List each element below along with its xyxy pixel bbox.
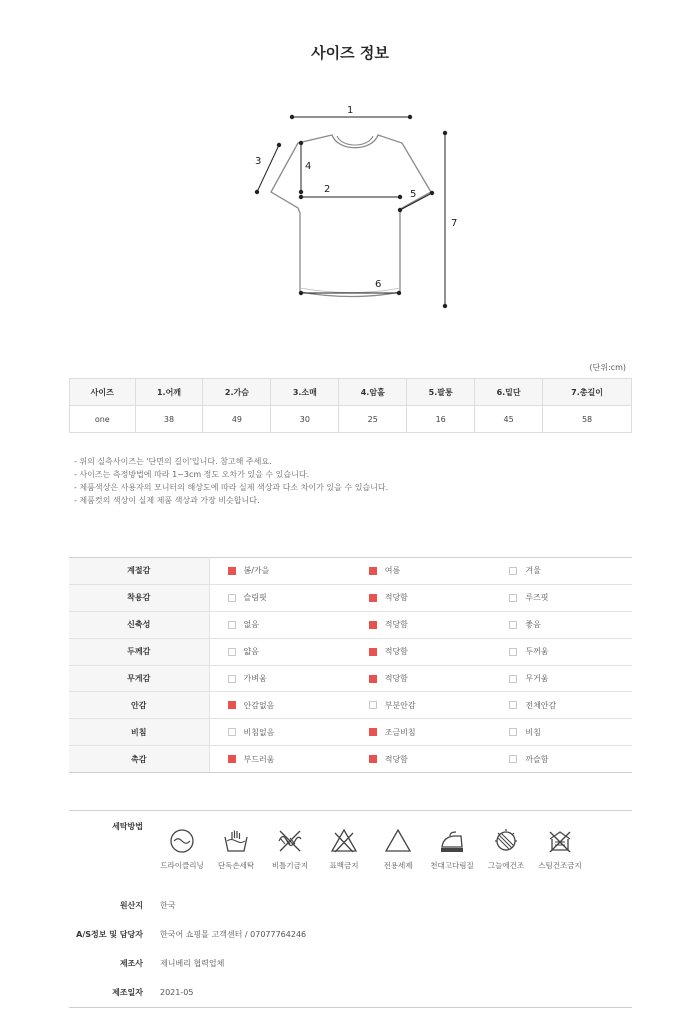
unchecked-box-icon [509,728,517,736]
hand-wash-icon [222,827,250,855]
feel-option [491,746,632,773]
feel-option-label: 여름 [384,566,401,576]
unchecked-box-icon [509,648,517,656]
wash-icon-label: 천대고다림질 [430,861,474,870]
dim-label-4: 4 [305,161,312,172]
wash-icon-item [263,821,317,891]
feel-option-label: 겨울 [525,566,541,576]
wash-icon-item [533,821,587,891]
info-row-date [69,978,632,1007]
feel-option-label: 전체안감 [525,700,557,710]
dry-cleaning-icon [168,827,196,855]
table-row [69,665,632,692]
size-cell: 30 [271,406,339,433]
no-tumble-dry-icon [546,827,574,855]
dim-label-3: 3 [255,156,262,167]
dim-label-5: 5 [410,189,417,200]
feel-option-label: 부분안감 [384,700,416,710]
feel-option-label: 무거움 [525,674,549,683]
size-cell: 45 [475,406,543,433]
checked-box-icon [369,728,377,736]
feel-option [491,558,632,585]
wash-icon-item [425,821,479,891]
wash-icon-label: 비틀기금지 [271,861,309,870]
info-head: 제조일자 [112,988,143,997]
feel-row-head: 두께감 [69,638,209,665]
wash-icon-label: 그늘에건조 [487,861,525,870]
checked-box-icon [228,755,236,763]
feel-option-label: 두꺼움 [525,647,549,657]
wash-icon-item [371,821,425,891]
size-table [69,378,632,433]
feel-option-label: 가벼움 [243,674,267,683]
size-col-header: 1.어깨 [135,379,203,406]
checked-box-icon [228,701,236,709]
unchecked-box-icon [509,594,517,602]
size-notes [74,455,388,507]
info-value: 2021-05 [160,988,194,997]
iron-cloth-icon [438,827,466,855]
info-value: 한국 [160,901,176,910]
dim-label-1: 1 [347,105,354,116]
unit-label: (단위:cm) [589,363,626,372]
feel-row-head: 신축성 [69,611,209,638]
unchecked-box-icon [228,621,236,629]
unchecked-box-icon [228,675,236,683]
wash-method-row [69,811,632,891]
feel-option [209,746,351,773]
wash-icon-label: 전용세제 [383,861,413,870]
size-cell: 25 [339,406,407,433]
tshirt-diagram-svg [230,100,480,320]
feel-option [491,719,632,746]
no-wring-icon [276,827,304,855]
feel-row-head: 비침 [69,719,209,746]
table-row [69,746,632,773]
info-row-as [69,920,632,949]
table-row [69,584,632,611]
info-value: 제니베리 협력업체 [160,959,225,968]
wash-icon-label: 스팀건조금지 [538,861,582,870]
checked-box-icon [369,621,377,629]
table-row [69,719,632,746]
page-title: 사이즈 정보 [311,44,389,62]
size-col-header: 5.팔통 [407,379,475,406]
feel-option [491,584,632,611]
feel-option-label: 비침없음 [243,727,275,737]
unchecked-box-icon [228,728,236,736]
size-cell: 38 [135,406,203,433]
checked-box-icon [228,567,236,575]
size-cell: 49 [203,406,271,433]
checked-box-icon [369,675,377,683]
feel-option-label: 까슬함 [525,754,549,764]
feel-option-label: 적당함 [384,674,408,683]
feel-option [491,665,632,692]
info-head: 제조사 [119,959,143,968]
feel-option [209,719,351,746]
size-col-header: 6.밑단 [475,379,543,406]
info-row-maker [69,949,632,978]
unchecked-box-icon [509,675,517,683]
product-info-table [69,810,632,1008]
wash-icon-item [155,821,209,891]
table-row [69,638,632,665]
feel-option-label: 적당함 [384,754,408,764]
unchecked-box-icon [509,701,517,709]
feel-option-label: 없음 [243,620,259,630]
no-bleach-icon [330,827,358,855]
feel-option [351,611,492,638]
feel-option-label: 좋음 [525,620,541,630]
feel-option-label: 안감없음 [243,700,275,710]
tshirt-collar [337,136,373,145]
checked-box-icon [369,594,377,602]
feel-option-label: 부드러움 [243,754,275,764]
feel-option-label: 조금비침 [384,727,416,737]
feel-option-label: 봄/가을 [243,566,270,576]
table-row [69,558,632,585]
checked-box-icon [369,567,377,575]
dim-label-6: 6 [375,279,382,290]
size-col-header: 사이즈 [70,379,136,406]
size-col-header: 3.소매 [271,379,339,406]
feel-option [351,746,492,773]
neutral-detergent-icon [384,827,412,855]
note-item: - 제품컷의 색상이 실제 제품 색상과 가장 비슷합니다. [74,496,260,505]
dim-label-2: 2 [324,184,331,195]
size-cell: 16 [407,406,475,433]
wash-icon-label: 표백금지 [329,861,359,870]
wash-icon-item [479,821,533,891]
feel-option [491,692,632,719]
unchecked-box-icon [228,648,236,656]
feel-option [209,558,351,585]
unchecked-box-icon [509,755,517,763]
feel-row-head: 무게감 [69,665,209,692]
wash-icon-item [317,821,371,891]
feel-option [209,638,351,665]
feel-option-label: 적당함 [384,593,408,603]
wash-icon-item [209,821,263,891]
checked-box-icon [369,755,377,763]
info-head: A/S정보 및 담당자 [76,930,143,939]
wash-icon-label: 단독손세탁 [217,861,255,870]
feel-option [209,611,351,638]
fabric-feel-table [69,557,632,773]
feel-option [209,584,351,611]
feel-option [491,638,632,665]
feel-option [351,665,492,692]
size-cell: 58 [543,406,632,433]
info-value: 한국어 쇼핑몰 고객센터 / 07077764246 [160,930,307,939]
unchecked-box-icon [228,594,236,602]
feel-option-label: 적당함 [384,620,408,630]
feel-option-label: 슬림핏 [243,593,267,603]
feel-option-label: 적당함 [384,647,408,657]
info-row-origin [69,891,632,920]
unchecked-box-icon [509,567,517,575]
feel-row-head: 계절감 [69,558,209,585]
unchecked-box-icon [369,701,377,709]
feel-option [209,692,351,719]
feel-option-label: 얇음 [243,647,259,657]
table-row [69,692,632,719]
feel-row-head: 안감 [69,692,209,719]
tshirt-outline [271,135,431,297]
feel-option-label: 루즈핏 [525,593,549,603]
feel-option [491,611,632,638]
note-item: - 사이즈는 측정방법에 따라 1~3cm 정도 오차가 있을 수 있습니다. [74,470,310,479]
feel-option [351,638,492,665]
note-item: - 제품색상은 사용자의 모니터의 해상도에 따라 실제 색상과 다소 차이가 있을 수 있습니다. [74,483,389,492]
table-row [69,611,632,638]
size-col-header: 4.암홀 [339,379,407,406]
dim-label-7: 7 [451,218,458,229]
checked-box-icon [369,648,377,656]
feel-row-head: 촉감 [69,746,209,773]
feel-option [351,692,492,719]
wash-method-head: 세탁방법 [112,822,143,831]
feel-option [209,665,351,692]
feel-option-label: 비침 [525,727,541,737]
wash-icon-label: 드라이클리닝 [160,861,204,870]
feel-option [351,558,492,585]
wash-icons [143,821,587,891]
tshirt-size-diagram [230,100,480,320]
info-head: 원산지 [119,901,143,910]
table-row [70,406,632,433]
tshirt-hem [300,288,400,293]
feel-row-head: 착용감 [69,584,209,611]
size-table-header-row [70,379,632,406]
size-col-header: 2.가슴 [203,379,271,406]
shade-dry-icon [492,827,520,855]
unchecked-box-icon [509,621,517,629]
size-col-header: 7.총길이 [543,379,632,406]
feel-option [351,584,492,611]
feel-option [351,719,492,746]
note-item: - 위의 실측사이즈는 '단면의 길이'입니다. 참고해 주세요. [74,457,272,466]
size-cell: one [70,406,136,433]
